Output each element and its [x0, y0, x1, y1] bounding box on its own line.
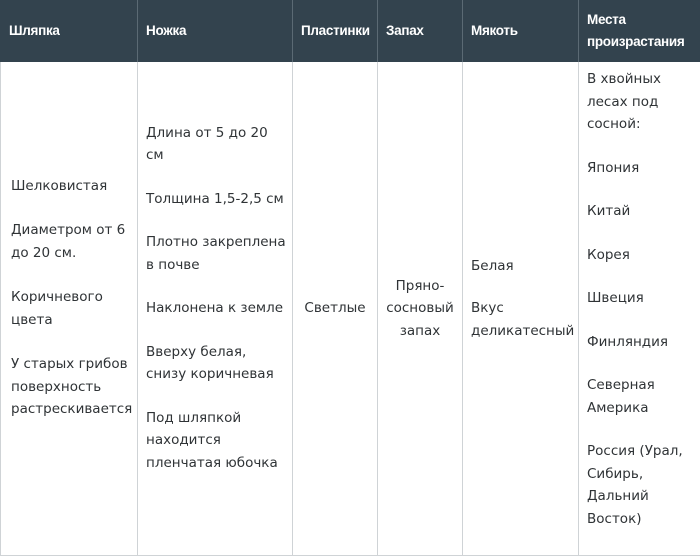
header-flesh: Мякоть	[463, 0, 579, 62]
header-places-line1: Места	[587, 9, 693, 31]
stem-line: Под шляпкой находится пленчатая юбочка	[146, 407, 286, 475]
header-places	[579, 0, 700, 62]
cell-smell: Пряно-сосновый запах	[378, 62, 463, 556]
header-gills: Пластинки	[293, 0, 378, 62]
stem-line: Толщина 1,5-2,5 см	[146, 188, 286, 211]
places-line: Северная Америка	[587, 374, 694, 419]
places-line: Швеция	[587, 287, 694, 310]
header-cap: Шляпка	[1, 0, 138, 62]
header-smell: Запах	[378, 0, 463, 62]
places-line: Китай	[587, 200, 694, 223]
cap-line: Диаметром от 6 до 20 см.	[11, 219, 131, 264]
header-stem: Ножка	[138, 0, 293, 62]
cap-line: У старых грибов поверхность растрескивается	[11, 353, 131, 421]
header-row	[1, 0, 700, 62]
header-places-line2: произрастания	[587, 31, 693, 53]
table-body	[1, 62, 700, 556]
cap-line: Шелковистая	[11, 175, 131, 198]
stem-line: Длина от 5 до 20 см	[146, 122, 286, 167]
flesh-line: Белая	[471, 255, 572, 278]
cell-places	[579, 62, 700, 556]
stem-line: Плотно закреплена в почве	[146, 231, 286, 276]
stem-line: Вверху белая, снизу коричневая	[146, 341, 286, 386]
places-line: Финляндия	[587, 331, 694, 354]
places-line: Корея	[587, 244, 694, 267]
flesh-line: Вкус деликатесный	[471, 297, 572, 342]
table-header	[1, 0, 700, 62]
cell-stem	[138, 62, 293, 556]
table-row	[1, 62, 700, 556]
cap-line: Коричневого цвета	[11, 286, 131, 331]
cell-flesh	[463, 62, 579, 556]
stem-line: Наклонена к земле	[146, 297, 286, 320]
cell-gills: Светлые	[293, 62, 378, 556]
places-line: Япония	[587, 157, 694, 180]
cell-cap	[1, 62, 138, 556]
places-line: Россия (Урал, Сибирь, Дальний Восток)	[587, 440, 694, 530]
places-line: В хвойных лесах под сосной:	[587, 68, 694, 136]
